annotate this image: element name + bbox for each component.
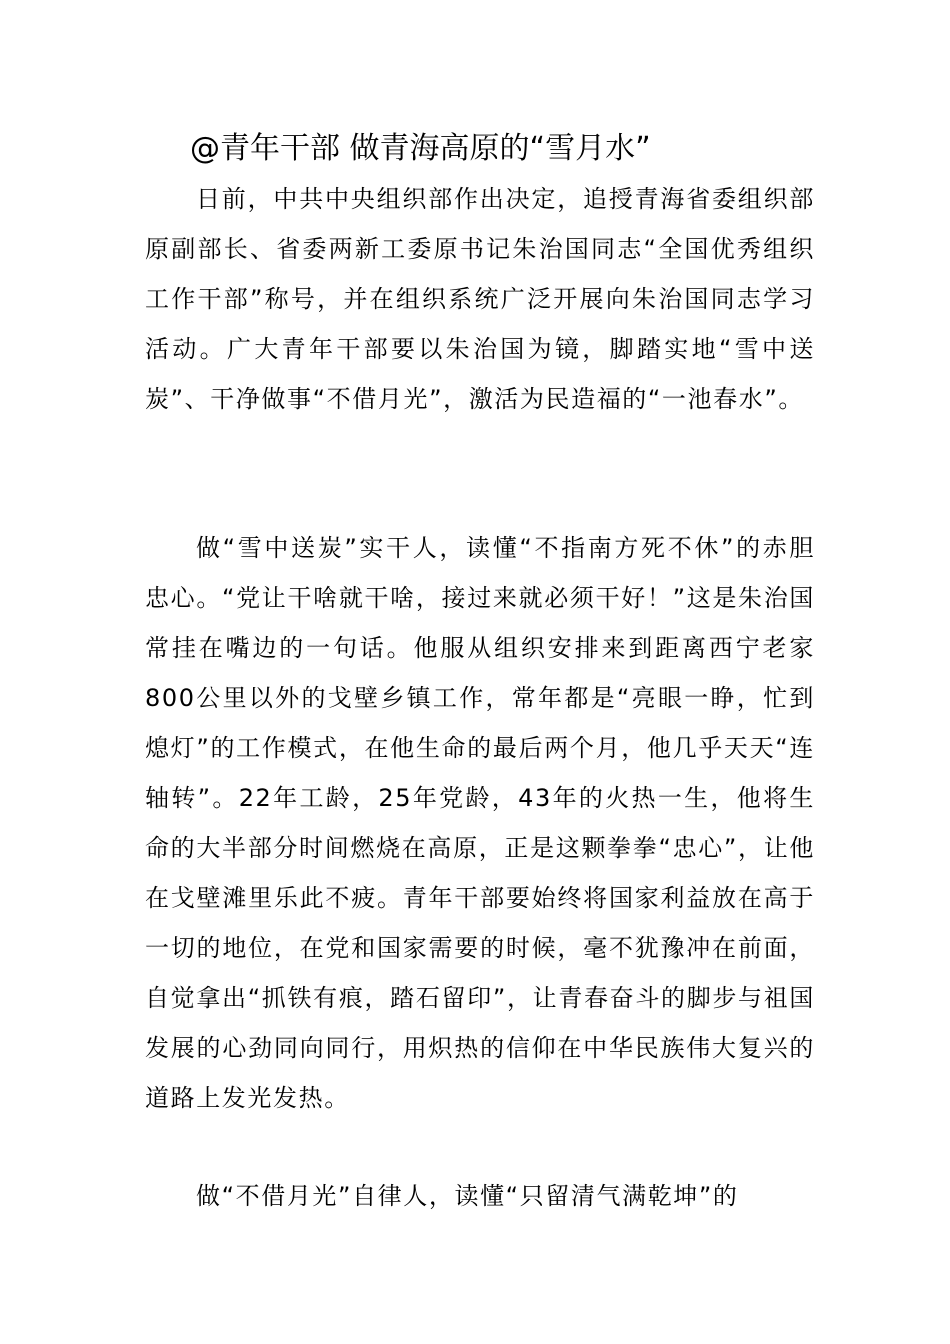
paragraph-moonlight: 做“不借月光”自律人，读懂“只留清气满乾坤”的 xyxy=(196,1182,739,1210)
document-title: @青年干部 做青海高原的“雪月水” xyxy=(190,131,651,166)
paragraph-intro: 日前，中共中央组织部作出决定，追授青海省委组织部原副部长、省委两新工委原书记朱治国同志“全国优秀组织工作干部”称号，并在组织系统广泛开展向朱治国同志学习活动。广大青年干部要以朱治国为镜，脚踏实地“雪中送炭”、干净做事“不借月光”，激活为民造福的“一池春水”。 xyxy=(145,185,815,413)
paragraph-snow-charcoal: 做“雪中送炭”实干人，读懂“不指南方死不休”的赤胆忠心。“党让干啥就干啥，接过来就必须干好！”这是朱治国常挂在嘴边的一句话。他服从组织安排来到距离西宁老家800公里以外的戈壁乡镇工作，常年都是“亮眼一睁，忙到熄灯”的工作模式，在他生命的最后两个月，他几乎天天“连轴转”。22年工龄，25年党龄，43年的火热一生，他将生命的大半部分时间燃烧在高原，正是这颗拳拳“忠心”，让他在戈壁滩里乐此不疲。青年干部要始终将国家利益放在高于一切的地位，在党和国家需要的时候，毫不犹豫冲在前面，自觉拿出“抓铁有痕，踏石留印”，让青春奋斗的脚步与祖国发展的心劲同向同行，用炽热的信仰在中华民族伟大复兴的道路上发光发热。 xyxy=(145,534,815,1112)
